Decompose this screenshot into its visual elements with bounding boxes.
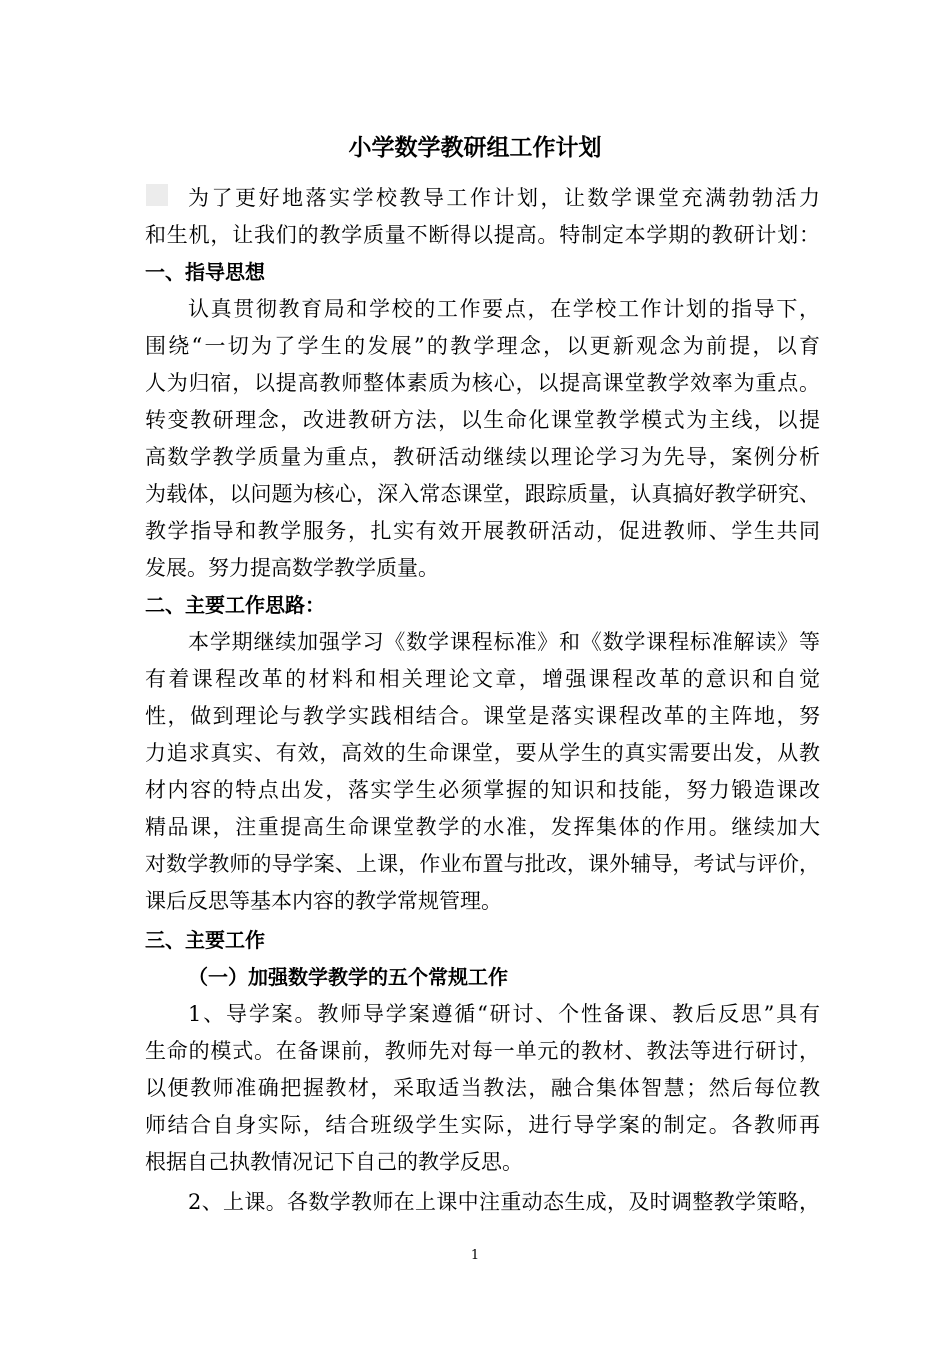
- page-title: 小学数学教研组工作计划: [348, 135, 602, 161]
- paragraph-line: 1、导学案。教师导学案遵循“研讨、个性备课、教后反思”具有: [188, 1002, 820, 1026]
- paragraph-line: 有着课程改革的材料和相关理论文章，增强课程改革的意识和自觉: [145, 667, 820, 691]
- paragraph-line: 认真贯彻教育局和学校的工作要点，在学校工作计划的指导下，: [188, 297, 820, 321]
- paragraph-line: 教学指导和教学服务，扎实有效开展教研活动，促进教师、学生共同: [145, 519, 820, 543]
- paragraph-line: 生命的模式。在备课前，教师先对每一单元的教材、教法等进行研讨，: [145, 1039, 820, 1063]
- paragraph-line: 转变教研理念，改进教研方法，以生命化课堂教学模式为主线，以提: [145, 408, 820, 432]
- paragraph-line: 高数学教学质量为重点，教研活动继续以理论学习为先导，案例分析: [145, 445, 820, 469]
- paragraph-line: 师结合自身实际，结合班级学生实际，进行导学案的制定。各教师再: [145, 1113, 820, 1137]
- paragraph-line: 本学期继续加强学习《数学课程标准》和《数学课程标准解读》等: [188, 630, 820, 654]
- paragraph-line: 2、上课。各数学教师在上课中注重动态生成，及时调整教学策略，: [188, 1190, 820, 1214]
- paragraph-line: 以便教师准确把握教材，采取适当教法，融合集体智慧；然后每位教: [145, 1076, 820, 1100]
- section-heading: 三、主要工作: [145, 928, 265, 952]
- paragraph-line: 根据自己执教情况记下自己的教学反思。: [145, 1150, 523, 1174]
- paragraph-line: 性，做到理论与教学实践相结合。课堂是落实课程改革的主阵地，努: [145, 704, 820, 728]
- intro-line: 和生机，让我们的教学质量不断得以提高。特制定本学期的教研计划：: [145, 223, 820, 247]
- paragraph-line: 精品课，注重提高生命课堂教学的水准，发挥集体的作用。继续加大: [145, 815, 820, 839]
- paragraph-line: 材内容的特点出发，落实学生必须掌握的知识和技能，努力锻造课改: [145, 778, 820, 802]
- paragraph-marker: [146, 184, 168, 206]
- paragraph-line: 对数学教师的导学案、上课，作业布置与批改，课外辅导，考试与评价，: [145, 852, 820, 876]
- paragraph-line: 课后反思等基本内容的教学常规管理。: [145, 889, 502, 913]
- paragraph-line: 围绕“一切为了学生的发展”的教学理念，以更新观念为前提，以育: [145, 334, 820, 358]
- page-number: 1: [470, 1248, 480, 1263]
- intro-line: 为了更好地落实学校教导工作计划，让数学课堂充满勃勃活力: [188, 186, 820, 210]
- sub-heading: （一）加强数学教学的五个常规工作: [188, 965, 508, 989]
- paragraph-line: 发展。努力提高数学教学质量。: [145, 556, 439, 580]
- paragraph-line: 人为归宿，以提高教师整体素质为核心，以提高课堂教学效率为重点。: [145, 371, 820, 395]
- section-heading: 一、指导思想: [145, 260, 265, 284]
- paragraph-line: 力追求真实、有效，高效的生命课堂，要从学生的真实需要出发，从教: [145, 741, 820, 765]
- paragraph-line: 为载体，以问题为核心，深入常态课堂，跟踪质量，认真搞好教学研究、: [145, 482, 820, 506]
- section-heading: 二、主要工作思路：: [145, 593, 325, 617]
